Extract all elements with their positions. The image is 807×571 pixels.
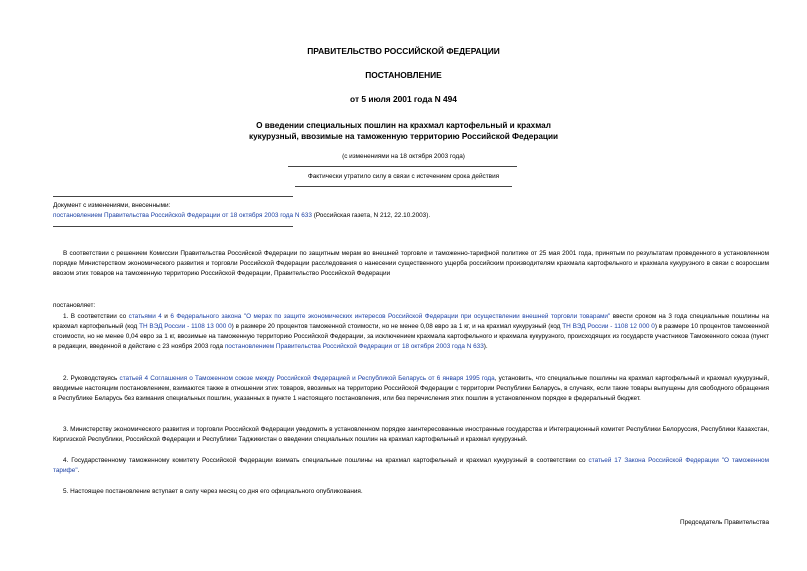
p1-text-4: ) в размере 20 процентов таможенной стоимости, но не менее 0,08 евро за 1 кг, и на крахмал кукурузный (код (231, 323, 563, 330)
signature-title: Председатель Правительства (680, 519, 769, 526)
decrees-label: постановляет: (53, 302, 96, 309)
document-type: ПОСТАНОВЛЕНИЕ (365, 70, 442, 80)
p4-text-2: . (77, 467, 80, 474)
p1-link-tn-ved-corn[interactable]: ТН ВЭД России - 1108 12 000 0 (562, 323, 655, 330)
paragraph-3: 3. Министерству экономического развития и торговли Российской Федерации уведомить в установленном порядке заинтересованные иностранные государства и Интеграционный комитет Республики Белоруссия, Республики Казахстан, Киргизской Республики, Российской Федерации и Республики Таджикистан о введении специальных пошлин на крахмал картофельный и крахмал кукурузный. (53, 426, 769, 443)
changes-source: (Российская газета, N 212, 22.10.2003). (311, 212, 431, 219)
paragraph-2 (53, 374, 769, 404)
p1-link-article-4[interactable]: статьями 4 (128, 313, 162, 320)
p2-link-customs-union-agreement[interactable]: статьей 4 Соглашения о Таможенном союзе между Российской Федерацией и Республикой Беларусь от 6 января 1995 года (119, 375, 495, 382)
status-rule-top (288, 166, 517, 167)
paragraph-1 (53, 312, 769, 352)
changes-rule-top (53, 196, 293, 197)
government-heading: ПРАВИТЕЛЬСТВО РОССИЙСКОЙ ФЕДЕРАЦИИ (307, 46, 500, 56)
changes-label: Документ с изменениями, внесенными: (53, 202, 171, 209)
p1-text-2: и (161, 313, 171, 320)
p1-text-5: ) в размере 10 процентов таможенной стоимости, но не менее 0,04 евро за 1 кг, ввозимые на таможенную территорию Российской Федерации, за исключением крахмала картофельного и крахмала кукурузного, происходящих из государств участников Таможенного союза (пункт в редакции, введенной в действие с 23 ноября 2003 года (53, 323, 770, 350)
paragraph-4 (53, 456, 769, 476)
p2-text-2: , установить, что специальные пошлины на крахмал картофельный и крахмал кукурузный, вводимые настоящим постановлением, взимаются также в отношении этих товаров, ввозимых на территорию Российской Федерации с территории Республики Беларусь, в случаях, если такие товары выпущены для свободного обращения в Республике Беларусь без взимания специальных пошлин, указанных в пункте 1 настоящего постановления, или без перечисления этих пошлин в установленном порядке в федеральный бюджет. (53, 375, 769, 402)
p1-link-tn-ved-potato[interactable]: ТН ВЭД России - 1108 13 000 0 (139, 323, 232, 330)
status-note: Фактически утратило силу в связи с истечением срока действия (307, 173, 500, 180)
p4-link-customs-tariff-law[interactable]: статьей 17 Закона Российской Федерации "О таможенном тарифе" (53, 457, 769, 474)
document-title-line-1: О введении специальных пошлин на крахмал картофельный и крахмал (256, 121, 551, 130)
document-title-line-2: кукурузный, ввозимые на таможенную территорию Российской Федерации (248, 132, 559, 141)
p1-link-decree-633[interactable]: постановлением Правительства Российской Федерации от 18 октября 2003 года N 633 (224, 343, 484, 350)
paragraph-5: 5. Настоящее постановление вступает в силу через месяц со дня его официального опубликования. (63, 488, 363, 495)
changes-link[interactable]: постановлением Правительства Российской Федерации от 18 октября 2003 года N 633 (53, 212, 312, 219)
preamble-paragraph: В соответствии с решением Комиссии Правительства Российской Федерации по защитным мерам во внешней торговле и таможенно-тарифной политике от 25 мая 2001 года, принятым по результатам проведенного в установленном порядке Министерством экономического развития и торговли Российской Федерации расследования о нанесении существенного ущерба российским производителям крахмала картофельного и крахмала кукурузного в связи с возросшим ввозом этих товаров на таможенную территорию Российской Федерации, Правительство Российской Федерации (53, 250, 769, 277)
p2-text-1: 2. Руководствуясь (63, 375, 120, 382)
p1-text-3: ввести сроком на 3 года специальные пошлины на крахмал картофельный (код (53, 313, 769, 330)
p1-text-6: ). (483, 343, 488, 350)
changes-line (53, 211, 769, 221)
p1-link-federal-law[interactable]: 6 Федерального закона "О мерах по защите экономических интересов Российской Федерации при осуществлении внешней торговли товарами" (170, 313, 611, 320)
amendments-note: (с изменениями на 18 октября 2003 года) (342, 153, 465, 160)
p4-text-1: 4. Государственному таможенному комитету Российской Федерации взимать специальные пошлины на крахмал картофельный и крахмал кукурузный в соответствии со (63, 457, 589, 464)
changes-rule-bottom (53, 226, 293, 227)
document-date-number: от 5 июля 2001 года N 494 (350, 94, 457, 104)
status-rule-bottom (295, 186, 512, 187)
p1-text-1: 1. В соответствии со (63, 313, 129, 320)
